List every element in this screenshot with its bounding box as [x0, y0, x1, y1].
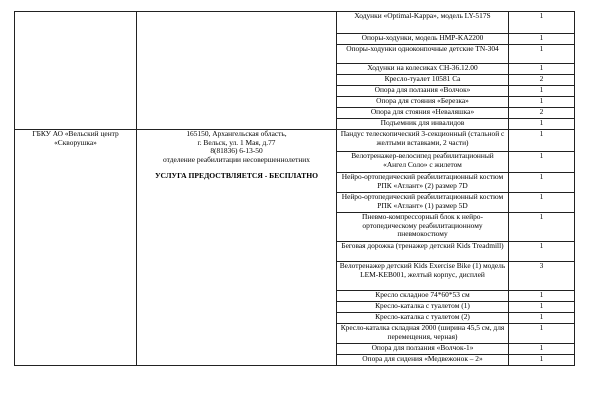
- item-cell: Опоры-ходунки одноконпочные детские TN-304: [337, 45, 509, 64]
- address-street: г. Вельск, ул. 1 Мая, д.77: [197, 137, 276, 147]
- qty-cell: 2: [509, 75, 575, 86]
- item-cell: Беговая дорожка (тренажер детский Kids Treadmill): [337, 242, 509, 262]
- address-postal: 165150, Архангельская область,: [186, 129, 287, 138]
- item-cell: Кресло-каталка складная 2000 (ширина 45,5 см, для перемещения, черная): [337, 324, 509, 344]
- qty-cell: 1: [509, 97, 575, 108]
- item-cell: Опора для ползания «Волчок-1»: [337, 344, 509, 355]
- item-cell: Опора для ползания «Волчок»: [337, 86, 509, 97]
- table-row: [15, 12, 575, 34]
- address-department: отделение реабилитации несовершеннолетних: [163, 154, 310, 164]
- qty-cell: 1: [509, 152, 575, 173]
- qty-cell: 1: [509, 193, 575, 213]
- qty-cell: 1: [509, 242, 575, 262]
- qty-cell: 1: [509, 130, 575, 152]
- organization-name: ГБКУ АО «Вельский центр «Скворушка»: [32, 129, 119, 147]
- free-service-note: УСЛУГА ПРЕДОСТВЛЯЕТСЯ - БЕСПЛАТНО: [154, 171, 319, 180]
- qty-cell: 3: [509, 262, 575, 291]
- qty-cell: 1: [509, 213, 575, 242]
- qty-cell: 1: [509, 355, 575, 366]
- qty-cell: 1: [509, 119, 575, 130]
- item-cell: Нейро-ортопедический реабилитационный костюм РПК «Атлант» (2) размер 7D: [337, 173, 509, 193]
- item-cell: Опора для стояния «Березка»: [337, 97, 509, 108]
- item-cell: Ходунки на колесиках СН-36.12.00: [337, 64, 509, 75]
- item-cell: Опоры-ходунки, модель HMP-KA2200: [337, 34, 509, 45]
- address-phone: 8(81836) 6-13-50: [210, 146, 263, 155]
- item-cell: Кресло-туалет 10581 Са: [337, 75, 509, 86]
- empty-address-cell: [137, 12, 337, 130]
- item-cell: Опора для стояния «Неваляшка»: [337, 108, 509, 119]
- item-cell: Кресло-каталка с туалетом (1): [337, 302, 509, 313]
- item-cell: Велотренажер-велосипед реабилитационный «Ангел Соло» с жилетом: [337, 152, 509, 173]
- qty-cell: 1: [509, 64, 575, 75]
- item-cell: Кресло-каталка с туалетом (2): [337, 313, 509, 324]
- empty-org-cell: [15, 12, 137, 130]
- qty-cell: 1: [509, 12, 575, 34]
- item-cell: Кресло складное 74*60*53 см: [337, 291, 509, 302]
- item-cell: Нейро-ортопедический реабилитационный костюм РПК «Атлант» (1) размер 5D: [337, 193, 509, 213]
- qty-cell: 1: [509, 45, 575, 64]
- qty-cell: 1: [509, 302, 575, 313]
- item-cell: Пандус телескопический 3-секционный (стальной с желтыми вставками, 2 части): [337, 130, 509, 152]
- qty-cell: 2: [509, 108, 575, 119]
- item-cell: Велотренажер детский Kids Exercise Bike (1) модель LEM-KEB001, желтый корпус, дисплей: [337, 262, 509, 291]
- item-cell: Опора для сидения «Медвежонок – 2»: [337, 355, 509, 366]
- qty-cell: 1: [509, 344, 575, 355]
- table-row: [15, 130, 575, 152]
- item-cell: Ходунки «Optimal-Kappa», модель LY-517S: [337, 12, 509, 34]
- qty-cell: 1: [509, 324, 575, 344]
- organization-cell: [15, 130, 137, 366]
- qty-cell: 1: [509, 313, 575, 324]
- qty-cell: 1: [509, 291, 575, 302]
- item-cell: Пневмо-компрессорный блок к нейро-ортопедическому реабилитационному пневмокостюму: [337, 213, 509, 242]
- qty-cell: 1: [509, 173, 575, 193]
- qty-cell: 1: [509, 86, 575, 97]
- qty-cell: 1: [509, 34, 575, 45]
- item-cell: Подъемник для инвалидов: [337, 119, 509, 130]
- equipment-table: [14, 11, 575, 366]
- address-cell: [137, 130, 337, 366]
